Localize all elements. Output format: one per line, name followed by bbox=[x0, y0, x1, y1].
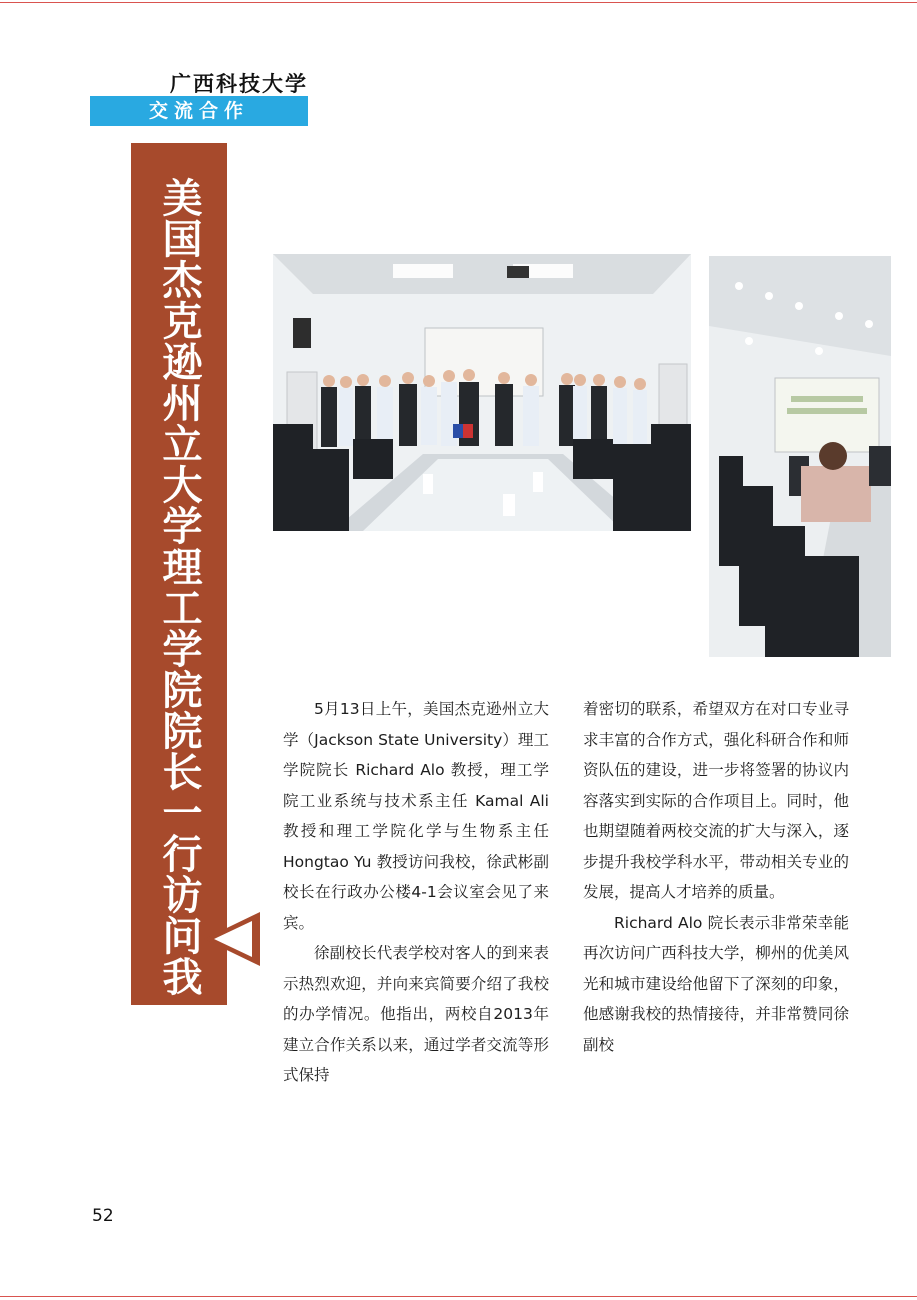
paragraph: 5月13日上午，美国杰克逊州立大学（Jackson State University）理工学院院长 Richard Alo 教授，理工学院工业系统与技术系主任 Kamal Ali 教授和理工学院化学与生物系主任 Hongtao Yu 教授访问我校，徐武彬副校长在行政办公楼4-1会议室会见了来宾。 bbox=[283, 700, 549, 932]
bottom-rule bbox=[0, 1296, 917, 1297]
title-banner bbox=[60, 143, 227, 1005]
paragraph: 徐副校长代表学校对客人的到来表示热烈欢迎，并向来宾简要介绍了我校的办学情况。他指出，两校自2013年建立合作关系以来，通过学者交流等形式保持 bbox=[283, 944, 549, 1084]
paragraph: Richard Alo 院长表示非常荣幸能再次访问广西科技大学，柳州的优美风光和城市建设给他留下了深刻的印象，他感谢我校的热情接待，并非常赞同徐副校 bbox=[583, 913, 849, 1054]
body-column-2 bbox=[583, 694, 849, 1060]
brand-name: 广西科技大学 bbox=[170, 71, 308, 96]
section-label: 交流合作 bbox=[90, 96, 308, 126]
article-title: 美国杰克逊州立大学理工学院院长一行访问我校 bbox=[60, 177, 203, 997]
page-number: 52 bbox=[92, 1206, 114, 1226]
body-column-1 bbox=[283, 694, 549, 1091]
meeting-photo bbox=[709, 256, 891, 657]
paragraph: 着密切的联系，希望双方在对口专业寻求丰富的合作方式，强化科研合作和师资队伍的建设，进一步将签署的协议内容落实到实际的合作项目上。同时，他也期望随着两校交流的扩大与深入，逐步提升我校学科水平，带动相关专业的发展，提高人才培养的质量。 bbox=[583, 700, 849, 901]
title-arrow-cutout bbox=[214, 921, 252, 957]
top-rule bbox=[0, 2, 917, 3]
group-photo bbox=[273, 254, 691, 531]
